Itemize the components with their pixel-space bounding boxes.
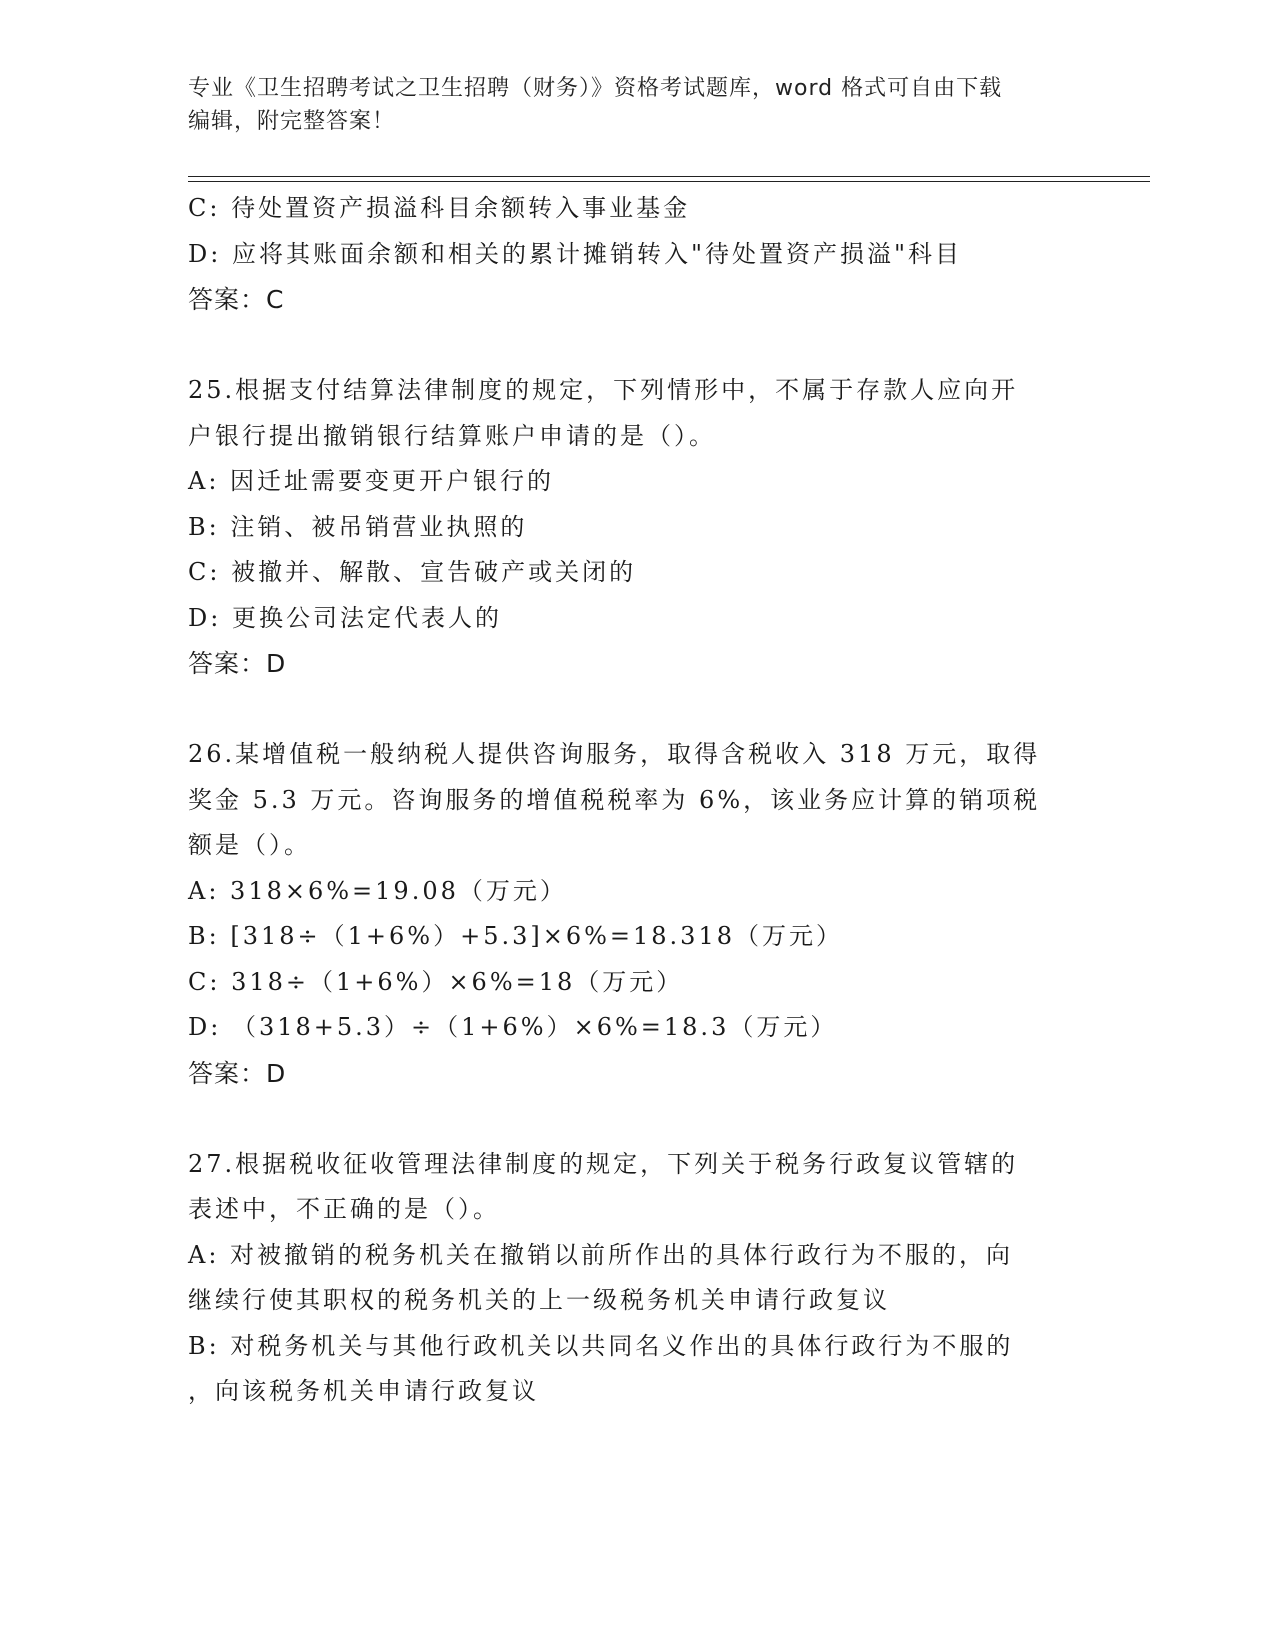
header-rule-bottom: [188, 181, 1150, 182]
q25-option-d: D: 更换公司法定代表人的: [188, 603, 502, 632]
q27-option-a-line-2: 继续行使其职权的税务机关的上一级税务机关申请行政复议: [188, 1286, 890, 1314]
q26-stem-line-2: 奖金 5.3 万元。咨询服务的增值税税率为 6%，该业务应计算的销项税: [188, 785, 1041, 814]
q27-stem-line-1: 27.根据税收征收管理法律制度的规定，下列关于税务行政复议管辖的: [188, 1149, 1019, 1178]
q25-option-b: B: 注销、被吊销营业执照的: [188, 512, 528, 541]
q26-stem-line-1: 26.某增值税一般纳税人提供咨询服务，取得含税收入 318 万元，取得: [188, 740, 1041, 768]
q24-answer: 答案：C: [188, 285, 285, 314]
question-content: [188, 186, 1068, 1415]
q26-option-d: D: （318+5.3）÷（1+6%）×6%=18.3（万元）: [188, 1013, 838, 1041]
q24-option-d: D: 应将其账面余额和相关的累计摊销转入"待处置资产损溢"科目: [188, 239, 963, 268]
question-25: [188, 368, 1068, 687]
header-line-1: 专业《卫生招聘考试之卫生招聘（财务）》资格考试题库，word 格式可自由下载: [188, 76, 1003, 101]
q27-option-b-line-1: B: 对税务机关与其他行政机关以共同名义作出的具体行政行为不服的: [188, 1331, 1014, 1360]
q27-option-a-line-1: A: 对被撤销的税务机关在撤销以前所作出的具体行政行为不服的，向: [188, 1240, 1014, 1269]
q24-option-c: C: 待处置资产损溢科目余额转入事业基金: [188, 194, 691, 222]
spacer: [188, 687, 1068, 733]
q26-option-a: A: 318×6%=19.08（万元）: [188, 876, 567, 905]
q25-option-a: A: 因迁址需要变更开户银行的: [188, 467, 555, 495]
header-line-2: 编辑，附完整答案！: [188, 109, 396, 134]
q25-option-c: C: 被撤并、解散、宣告破产或关闭的: [188, 558, 637, 586]
q27-stem-line-2: 表述中，不正确的是（）。: [188, 1195, 500, 1223]
q27-option-b-line-2: ，向该税务机关申请行政复议: [188, 1377, 539, 1405]
q26-answer: 答案：D: [188, 1058, 287, 1088]
q25-answer: 答案：D: [188, 649, 287, 678]
header-rule-top: [188, 176, 1150, 177]
q26-option-b: B: [318÷（1+6%）+5.3]×6%=18.318（万元）: [188, 922, 843, 950]
question-26: [188, 732, 1068, 1096]
q26-option-c: C: 318÷（1+6%）×6%=18（万元）: [188, 967, 684, 996]
spacer: [188, 323, 1068, 369]
q25-stem-line-2: 户银行提出撤销银行结算账户申请的是（）。: [188, 421, 716, 450]
q26-stem-line-3: 额是（）。: [188, 831, 311, 859]
question-24: [188, 186, 1068, 323]
q25-stem-line-1: 25.根据支付结算法律制度的规定，下列情形中，不属于存款人应向开: [188, 376, 1019, 404]
question-27: [188, 1142, 1068, 1415]
spacer: [188, 1096, 1068, 1142]
page-header: [188, 72, 1078, 138]
